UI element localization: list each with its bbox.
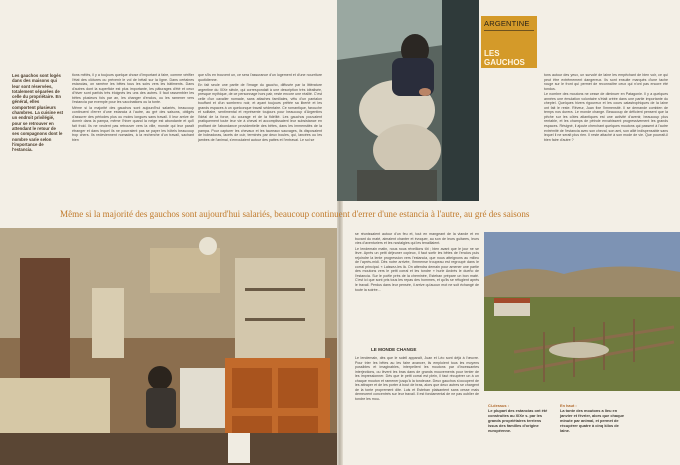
badge-rule [484,30,534,31]
caption-right-body: La tonte des moutons a lieu en janvier et février, alors que chaque minute par animal, et permet de récupérer quatre à cinq kilos de laine. [560,408,625,433]
body-column-left-a [72,73,194,203]
intro-text: Les gauchos sont logés dans des maisons qui leur sont réservées, totalement séparées de celle du propriétaire. En général, elles comportent plusieurs chambres. La cuisine est un endroit privilégié, pour se retrouver en attendant le retour de ses compagnons dont le nombre varie selon l'importance de l'estancia. [12,73,64,153]
pull-quote: Même si la majorité des gauchos sont aujourd'hui salariés, beaucoup continuent d'errer d'une estancia à l'autre, au gré des saisons [60,209,530,219]
section-badge [481,16,537,68]
paragraph: Le lendemain matin, nous nous réveillons tôt ; bien avant que le jour ne se lève. Après un petit déjeuner copieux, il faut sortir les bêtes de l'enclos puis rejoindre la lente progression vers l'estancia, que nous atteignons au milieu de l'après-midi. Dès notre arrivée, l'immense troupeau est regroupé dans le corral principal. « Laissez-les là. On attendra demain pour amener une partie des moutons vers le petit corral et les tondre » hurle Andrés le dueño de l'estancia. Sur le poêle près de la cheminée, Esteban prépare un bon maté. C'est ici que sont pris tous les repas des hommes, et qu'ils se réfugient après le travail. Perdus dans leur pensée, il arrive qu'aucun mot ne soit échangé de toute la soirée... [355,246,479,292]
paragraph: Le nombre des moutons ne cesse de diminuer en Patagonie. Il y a quelques années une émulation volontaire s'était créée dans une partie importante du cheptel. Quelques hivers rigoureux et les cours catastrophiques de la laine ont fait le reste. Rêveur, Juan fixe l'immensité. Il se demande combien de temps nos durera. Le monde change. Beaucoup de déficient pensent que la pêche sur les côtes atlantiques est une activité d'avenir, beaucoup plus rentable, et les champs de pétrole envahissent progressivement les grands espaces. Résigné, il ajoute cherchant quelques moutons qui passent à l'autre extrémité de l'estancia avec son cheval, son ami, son allié indispensable sans lequel il ne serait plus rien. Il reste attaché à son mode de vie. Que pourrait-il bien faire d'autre ? [544,92,668,142]
caption-left-body: Le plupart des estancias ont été construites au XIXe s. par les grands propriétaires terriens issus des familles d'origine européenne. [488,408,548,433]
kitchen-photo [0,228,337,465]
caption-left [488,403,548,433]
paragraph: En fait seule une partie de l'image du gaucho, diffusée par la littérature argentine du XIXe siècle, qui correspondait à une description très idéalisée, presque mythique, de ce personnage hors pair, reste encore une réalité. C'est celle d'un cavalier nomade, sans attaches familiales, vêtu d'un pantalon bouffant et d'un sombrero noir, et ayant toujours prêtée sa liberté et les grands espaces à un quelconque travail sédentaire. Ce romantique, farouche et solitaire, sentimental et représente toujours pour beaucoup d'Argentins l'idéal de la force, du courage et de la fidélité. Les gauchos pouvaient pratiquement toute leur vie à cheval et accomplissaient leur subsistance en profitant de l'abondance providentielle des bêtes, dans les immensités de la pampa. Pour capturer les chevaux et les taureaux sauvages, ils disposaient de boleadoras, lacets de cuir, terminés par deux boules, qui, lancées ou les jambes de l'animal, s'enroulaient autour des pattes et l'entravai. Le sol se [198,83,322,142]
body-column-right-low [355,356,479,465]
paragraph: tions mêlés, il y a toujours quelque chose d'important à faire, comme vérifier l'état des clôtures ou prévenir le vol de bétail sur la ligne. Dans certaines estancias, on ramène les bêtes tous les soirs vers les bâtiments. Dans d'autres dont la superficie est plus importante, les pâturages d'été et ceux d'hiver sont parfois très éloignés les uns des autres. Il faut rassembler les bêtes plusieurs fois par an, les changer d'enclos, ou les ramener vers l'estancia par exemple pour les vaccinations ou la tonte. [72,73,194,105]
section-subhead: LE MONDE CHANGE [371,347,417,352]
caption-left-heading: Ci-dessus : [488,403,509,408]
shearing-photo [337,0,479,201]
badge-title-line2: GAUCHOS [484,58,525,67]
caption-right-heading: En haut : [560,403,577,408]
badge-title-line1: LES [484,49,500,58]
badge-country: ARGENTINE [484,19,530,28]
paragraph: tons autour des yeux, un survolé de laine les empêchant de bien voir, ce qui peut être extrêmement dangereux. Ils sont ensuite marqués d'une tache rouge sur le front qui permet de reconnaître ceux qui n'ont pas encore été tondus. [544,73,668,91]
paragraph: Le lendemain, dès que le soleil apparaît, Juan et Léo sont déjà à l'œuvre. Pour trier les bêtes au les faire avancer, ils emploient tous les moyens possibles et imaginables, interpellent les moutons par d'incessantes interjections, ou lèvent les bras dans de grands mouvements pour tenter de les impressionner. Dès que le petit corral est plein, il faut récupérer un à un chaque mouton et ramener jusqu'à la tondeuse. Deux gauchos s'occupent de les attraper et de les porter à bout de bras, alors que deux autres se chargent de la tonte proprement dite. Luis et Esteban plaisantent sans cesse mais demeurent concentrés sur leur travail. Il est fondamental de ne pas oublier de tondre les mou- [355,356,479,401]
body-column-left-b [198,73,322,203]
paragraph: que s'ils en trouvent un, ce sera l'assurance d'un logement et d'une nourriture quotidienne. [198,73,322,82]
paragraph: se réunissaient autour d'un feu et, tout en mangeant de la viande et en buvant du maté, aimaient chanter et évoquer, au son de leurs guitares, leurs vies d'aventuriers et les nostalgies qui les tenaillaient. [355,232,479,246]
estancia-photo [484,232,680,391]
paragraph: Même si la majorité des gauchos sont aujourd'hui salariés, beaucoup continuent d'errer d'une estancia à l'autre, au gré des saisons, obligés d'assurer des périodes plus ou moins longues sans travail. Il leur arrive de dormir dans la pampa, même l'hiver quand la neige est abondante et qu'il fait froid. Ils ne veulent pas retrouver vers la ville, monde qui leur paraît étranger et dans lequel ils ne pourraient pas se payer les hôtels beaucoup trop chers. Ils redeviennent nomades, à la recherche d'un travail, sachant bien [72,105,194,142]
body-column-right-mid [355,232,479,344]
body-column-right-top [544,73,668,205]
caption-right [560,403,624,433]
